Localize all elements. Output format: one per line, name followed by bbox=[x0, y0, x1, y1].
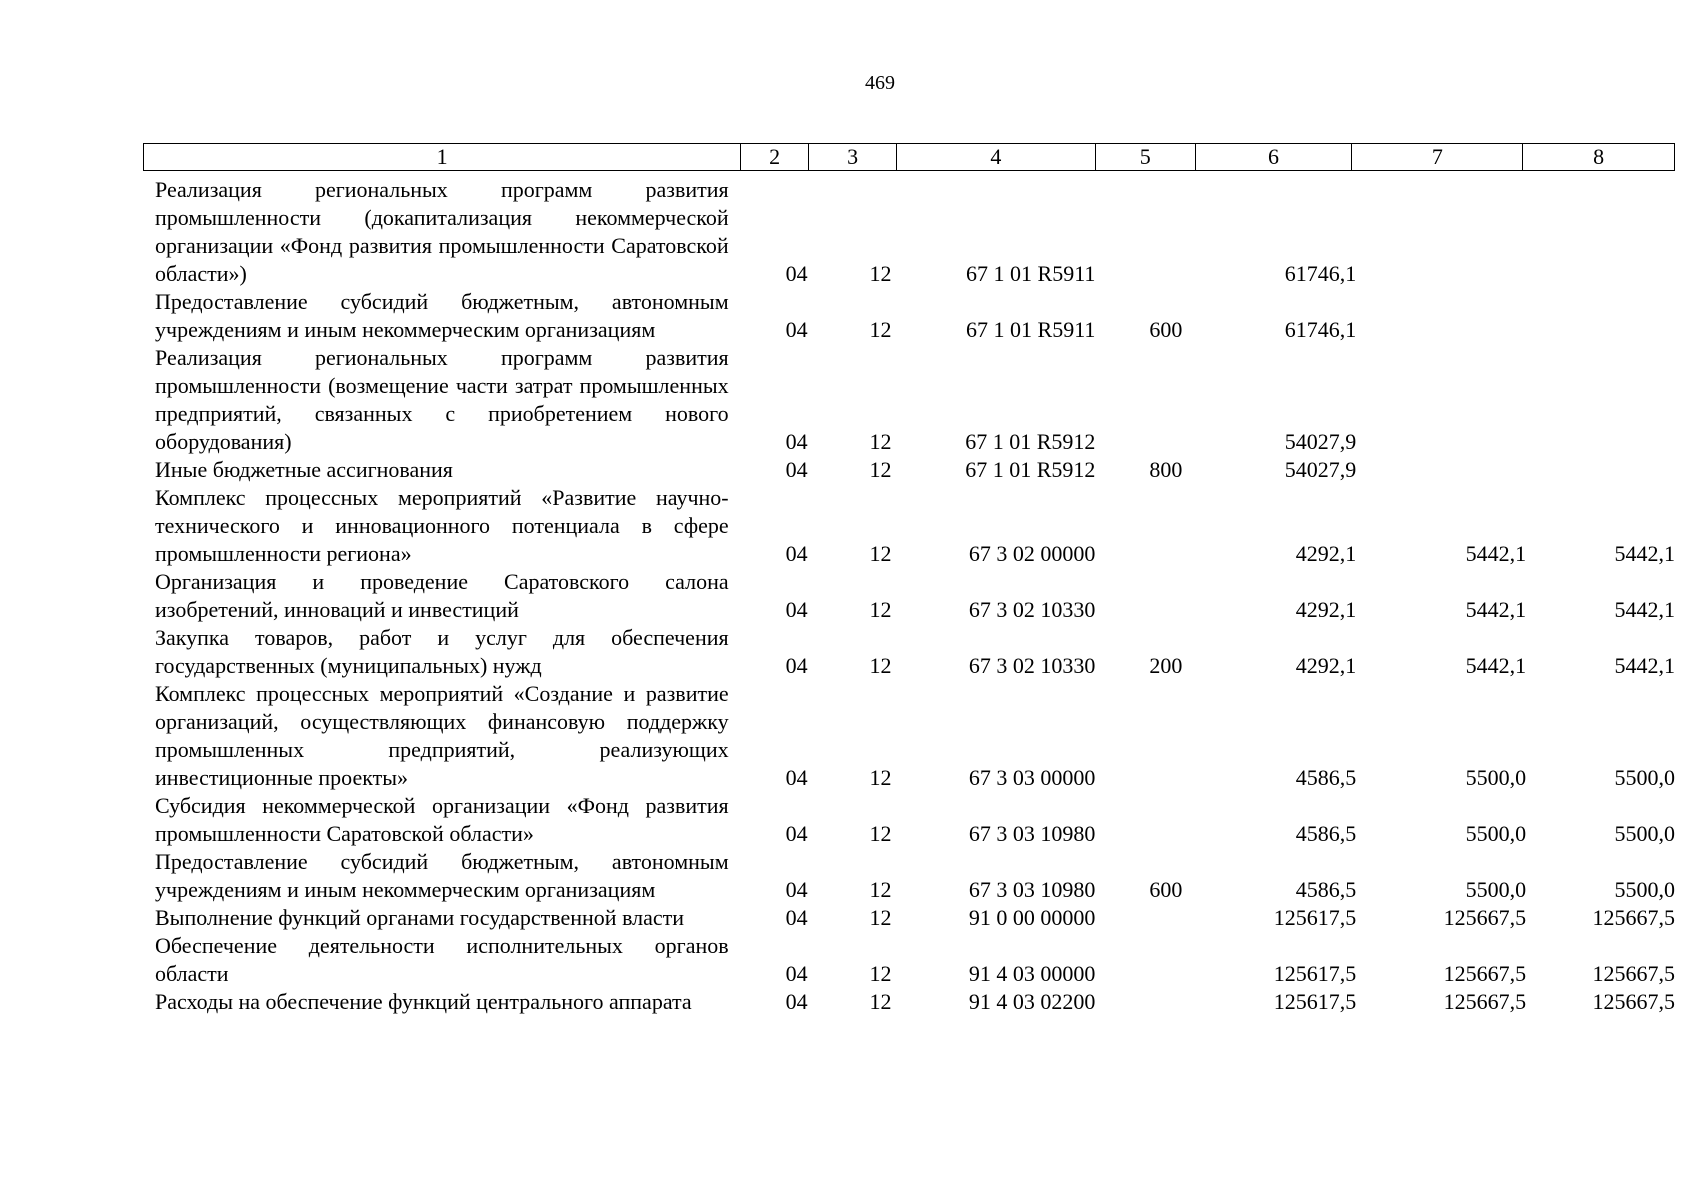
row-target-code: 67 1 01 R5912 bbox=[965, 457, 1096, 482]
row-target-code: 67 1 01 R5911 bbox=[966, 261, 1096, 286]
header-col-6: 6 bbox=[1196, 144, 1353, 170]
header-col-1: 1 bbox=[144, 144, 741, 170]
row-amount-col8: 125667,5 bbox=[1592, 905, 1676, 930]
table-row bbox=[155, 484, 1675, 568]
row-section: 04 bbox=[785, 989, 808, 1014]
row-section: 04 bbox=[785, 905, 808, 930]
row-section: 04 bbox=[785, 653, 808, 678]
row-section: 04 bbox=[785, 821, 808, 846]
page-number: 469 bbox=[865, 72, 895, 94]
row-target-code: 67 3 02 10330 bbox=[968, 597, 1096, 622]
row-name: Закупка товаров, работ и услуг для обеспечения государственных (муниципальных) нужд bbox=[155, 625, 729, 678]
row-target-code: 91 4 03 00000 bbox=[968, 961, 1096, 986]
table-row bbox=[155, 792, 1675, 848]
row-name: Реализация региональных программ развития промышленности (докапитализация некоммерческой организации «Фонд развития промышленности Саратовской области») bbox=[155, 177, 729, 286]
row-target-code: 91 4 03 02200 bbox=[968, 989, 1096, 1014]
row-name: Комплекс процессных мероприятий «Развитие научно-технического и инновационного потенциала в сфере промышленности региона» bbox=[155, 485, 729, 566]
table-row bbox=[155, 904, 1675, 932]
row-name: Субсидия некоммерческой организации «Фонд развития промышленности Саратовской области» bbox=[155, 793, 729, 846]
row-amount-col7: 5500,0 bbox=[1465, 821, 1527, 846]
row-subsection: 12 bbox=[869, 541, 892, 566]
header-col-8: 8 bbox=[1593, 144, 1605, 169]
row-subsection: 12 bbox=[869, 905, 892, 930]
row-target-code: 67 3 03 00000 bbox=[968, 765, 1096, 790]
row-expense-type: 200 bbox=[1149, 653, 1183, 678]
row-amount-col8: 5500,0 bbox=[1614, 821, 1676, 846]
row-section: 04 bbox=[785, 457, 808, 482]
row-expense-type: 600 bbox=[1149, 317, 1183, 342]
row-subsection: 12 bbox=[869, 261, 892, 286]
header-col-2: 2 bbox=[741, 144, 809, 170]
table-body bbox=[155, 176, 1675, 1016]
table-row bbox=[155, 932, 1675, 988]
row-amount-col7: 125667,5 bbox=[1443, 961, 1527, 986]
row-name: Реализация региональных программ развития промышленности (возмещение части затрат промышленных предприятий, связанных с приобретением нового оборудования) bbox=[155, 345, 729, 454]
header-col-3: 3 bbox=[809, 144, 897, 170]
row-section: 04 bbox=[785, 877, 808, 902]
row-amount-col6: 125617,5 bbox=[1273, 905, 1357, 930]
row-amount-col7: 5442,1 bbox=[1465, 653, 1527, 678]
row-amount-col6: 4586,5 bbox=[1295, 765, 1357, 790]
row-target-code: 91 0 00 00000 bbox=[968, 905, 1096, 930]
row-amount-col6: 54027,9 bbox=[1284, 429, 1357, 454]
row-target-code: 67 3 03 10980 bbox=[968, 821, 1096, 846]
row-amount-col8: 5442,1 bbox=[1614, 597, 1676, 622]
table-row bbox=[155, 680, 1675, 792]
row-amount-col6: 4586,5 bbox=[1295, 877, 1357, 902]
row-subsection: 12 bbox=[869, 597, 892, 622]
row-amount-col6: 61746,1 bbox=[1284, 261, 1357, 286]
row-amount-col6: 4292,1 bbox=[1295, 597, 1357, 622]
row-name: Иные бюджетные ассигнования bbox=[155, 457, 453, 482]
row-amount-col7: 125667,5 bbox=[1443, 905, 1527, 930]
header-col-7: 7 bbox=[1352, 144, 1523, 170]
row-amount-col6: 4292,1 bbox=[1295, 541, 1357, 566]
row-amount-col7: 5442,1 bbox=[1465, 541, 1527, 566]
row-amount-col8: 125667,5 bbox=[1592, 989, 1676, 1014]
row-name: Выполнение функций органами государственной власти bbox=[155, 905, 685, 930]
row-subsection: 12 bbox=[869, 961, 892, 986]
row-target-code: 67 1 01 R5911 bbox=[966, 317, 1096, 342]
row-amount-col6: 125617,5 bbox=[1273, 961, 1357, 986]
row-amount-col7: 5442,1 bbox=[1465, 597, 1527, 622]
row-amount-col7: 5500,0 bbox=[1465, 877, 1527, 902]
header-col-4: 4 bbox=[897, 144, 1096, 170]
row-amount-col8: 5500,0 bbox=[1614, 877, 1676, 902]
row-section: 04 bbox=[785, 317, 808, 342]
table-row bbox=[155, 988, 1675, 1016]
row-amount-col7: 125667,5 bbox=[1443, 989, 1527, 1014]
table-row bbox=[155, 176, 1675, 288]
row-section: 04 bbox=[785, 429, 808, 454]
row-amount-col8: 5500,0 bbox=[1614, 765, 1676, 790]
row-amount-col8: 125667,5 bbox=[1592, 961, 1676, 986]
row-name: Расходы на обеспечение функций центрального аппарата bbox=[155, 989, 692, 1014]
table-row bbox=[155, 624, 1675, 680]
row-section: 04 bbox=[785, 261, 808, 286]
row-amount-col7: 5500,0 bbox=[1465, 765, 1527, 790]
row-amount-col6: 4292,1 bbox=[1295, 653, 1357, 678]
row-expense-type: 800 bbox=[1149, 457, 1183, 482]
row-section: 04 bbox=[785, 961, 808, 986]
row-target-code: 67 3 02 00000 bbox=[968, 541, 1096, 566]
table-row bbox=[155, 456, 1675, 484]
table-row bbox=[155, 344, 1675, 456]
row-amount-col6: 54027,9 bbox=[1284, 457, 1357, 482]
row-subsection: 12 bbox=[869, 317, 892, 342]
row-subsection: 12 bbox=[869, 653, 892, 678]
row-amount-col8: 5442,1 bbox=[1614, 653, 1676, 678]
table-header bbox=[143, 143, 1675, 171]
row-target-code: 67 1 01 R5912 bbox=[965, 429, 1096, 454]
row-expense-type: 600 bbox=[1149, 877, 1183, 902]
row-target-code: 67 3 02 10330 bbox=[968, 653, 1096, 678]
row-name: Комплекс процессных мероприятий «Создание и развитие организаций, осуществляющих финансовую поддержку промышленных предприятий, реализующих инвестиционные проекты» bbox=[155, 681, 729, 790]
row-amount-col8: 5442,1 bbox=[1614, 541, 1676, 566]
row-subsection: 12 bbox=[869, 457, 892, 482]
row-amount-col6: 125617,5 bbox=[1273, 989, 1357, 1014]
table-row bbox=[155, 848, 1675, 904]
row-name: Обеспечение деятельности исполнительных органов области bbox=[155, 933, 729, 986]
row-subsection: 12 bbox=[869, 877, 892, 902]
row-amount-col6: 61746,1 bbox=[1284, 317, 1357, 342]
table-row bbox=[155, 288, 1675, 344]
row-subsection: 12 bbox=[869, 429, 892, 454]
row-subsection: 12 bbox=[869, 765, 892, 790]
row-subsection: 12 bbox=[869, 989, 892, 1014]
row-target-code: 67 3 03 10980 bbox=[968, 877, 1096, 902]
row-subsection: 12 bbox=[869, 821, 892, 846]
row-section: 04 bbox=[785, 597, 808, 622]
row-name: Организация и проведение Саратовского салона изобретений, инноваций и инвестиций bbox=[155, 569, 729, 622]
row-name: Предоставление субсидий бюджетным, автономным учреждениям и иным некоммерческим организациям bbox=[155, 289, 729, 342]
row-name: Предоставление субсидий бюджетным, автономным учреждениям и иным некоммерческим организациям bbox=[155, 849, 729, 902]
table-row bbox=[155, 568, 1675, 624]
row-section: 04 bbox=[785, 765, 808, 790]
row-amount-col6: 4586,5 bbox=[1295, 821, 1357, 846]
header-col-5: 5 bbox=[1096, 144, 1196, 170]
row-section: 04 bbox=[785, 541, 808, 566]
